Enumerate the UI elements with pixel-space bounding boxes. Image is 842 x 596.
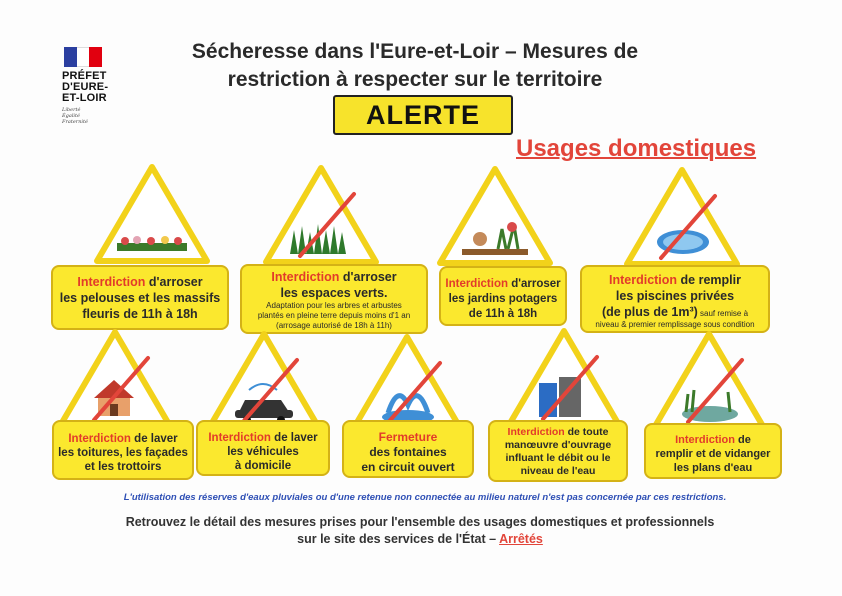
motto-liberte: Liberté (62, 107, 81, 113)
measure-line: les piscines privées (615, 289, 735, 303)
measure-keyword: Interdiction (675, 434, 735, 446)
rainwater-note: L'utilisation des réserves d'eaux pluviales ou d'une retenue non connectée au milieu naturel n'est pas concernée par ces restrictions. (123, 492, 727, 503)
title-line-2: restriction à respecter sur le territoire (227, 68, 603, 91)
section-title: Usages domestiques (516, 135, 757, 162)
title-line-1: Sécheresse dans l'Eure-et-Loir – Mesures de (191, 40, 639, 63)
measure-text: de laver (270, 432, 318, 444)
alert-level-badge: ALERTE (333, 95, 513, 135)
pond-icon (650, 330, 768, 432)
measure-line: manœuvre d'ouvrage (504, 439, 612, 451)
logo-line-1: PRÉFET (62, 70, 107, 82)
measure-fountains (342, 420, 474, 478)
measure-text: d'arroser (508, 278, 561, 290)
measure-vegetable-gardens (439, 266, 567, 326)
measure-keyword: Interdiction (208, 432, 271, 444)
measure-text: d'arroser (145, 275, 203, 289)
vegetable-garden-icon (436, 165, 554, 267)
measure-line: les jardins potagers (448, 293, 558, 305)
measure-keyword: Fermeture (378, 430, 438, 444)
motto (62, 107, 122, 125)
measure-line: niveau de l'eau (520, 465, 596, 477)
measure-pools (580, 265, 770, 333)
measure-roofs (52, 420, 194, 480)
measure-detail: Adaptation pour les arbres et arbustes (266, 301, 402, 310)
measure-text: de (734, 434, 751, 446)
measure-keyword: Interdiction (507, 426, 565, 438)
motto-fraternite: Fraternité (62, 119, 88, 125)
footer (60, 514, 780, 548)
measure-line: fleuris de 11h à 18h (82, 307, 198, 321)
measure-detail: plantés en pleine terre depuis moins d'1 an (257, 311, 411, 320)
measure-green-spaces (240, 264, 428, 334)
footer-line-1: Retrouvez le détail des mesures prises pour l'ensemble des usages domestiques et professionnels (125, 515, 715, 529)
measure-text: de laver (130, 433, 178, 445)
measure-text: de remplir (677, 273, 741, 287)
footer-line-2: sur le site des services de l'État – (297, 532, 500, 546)
measure-line: remplir et de vidanger (655, 448, 771, 460)
house-roof-icon (56, 328, 174, 430)
measure-detail: (arrosage autorisé de 18h à 11h) (276, 321, 392, 330)
measure-text: d'arroser (339, 270, 397, 284)
marianne-flag-icon (64, 47, 102, 67)
measure-keyword: Interdiction (77, 275, 146, 289)
measure-line: en circuit ouvert (361, 460, 455, 474)
measure-keyword: Interdiction (271, 270, 340, 284)
measure-line: et les trottoirs (84, 461, 162, 473)
measure-vehicles (196, 420, 330, 476)
measure-line: les plans d'eau (673, 462, 753, 474)
measure-lawns (51, 265, 229, 330)
prefecture-logo (62, 47, 122, 125)
measure-ponds (644, 423, 782, 479)
measure-line: les espaces verts. (280, 286, 388, 300)
measure-line: des fontaines (369, 445, 447, 459)
logo-line-3: ET-LOIR (62, 92, 107, 104)
measure-line: à domicile (234, 460, 292, 472)
page-title (150, 38, 680, 94)
measure-line: (de plus de 1m³) (601, 305, 698, 319)
measure-line: les toitures, les façades (58, 447, 188, 459)
measure-detail: niveau & premier remplissage sous condition (595, 320, 755, 329)
measure-line: de 11h à 18h (468, 308, 538, 320)
lawn-flowers-icon (93, 163, 211, 265)
measure-water-works (488, 420, 628, 482)
motto-egalite: Égalité (62, 113, 80, 119)
logo-line-2: D'EURE- (62, 81, 109, 93)
measure-text: de toute (564, 426, 609, 438)
arretes-link[interactable]: Arrêtés (499, 532, 543, 546)
measure-keyword: Interdiction (609, 273, 678, 287)
measure-detail: sauf remise à (697, 309, 749, 318)
measure-line: les pelouses et les massifs (59, 291, 221, 305)
green-spaces-icon (262, 164, 380, 266)
measure-keyword: Interdiction (68, 433, 131, 445)
measure-line: influant le débit ou le (505, 452, 611, 464)
measure-line: les véhicules (227, 446, 299, 458)
dam-sluice-icon (505, 327, 623, 429)
car-wash-icon (205, 330, 323, 432)
measure-keyword: Interdiction (445, 278, 509, 290)
swimming-pool-icon (623, 166, 741, 268)
